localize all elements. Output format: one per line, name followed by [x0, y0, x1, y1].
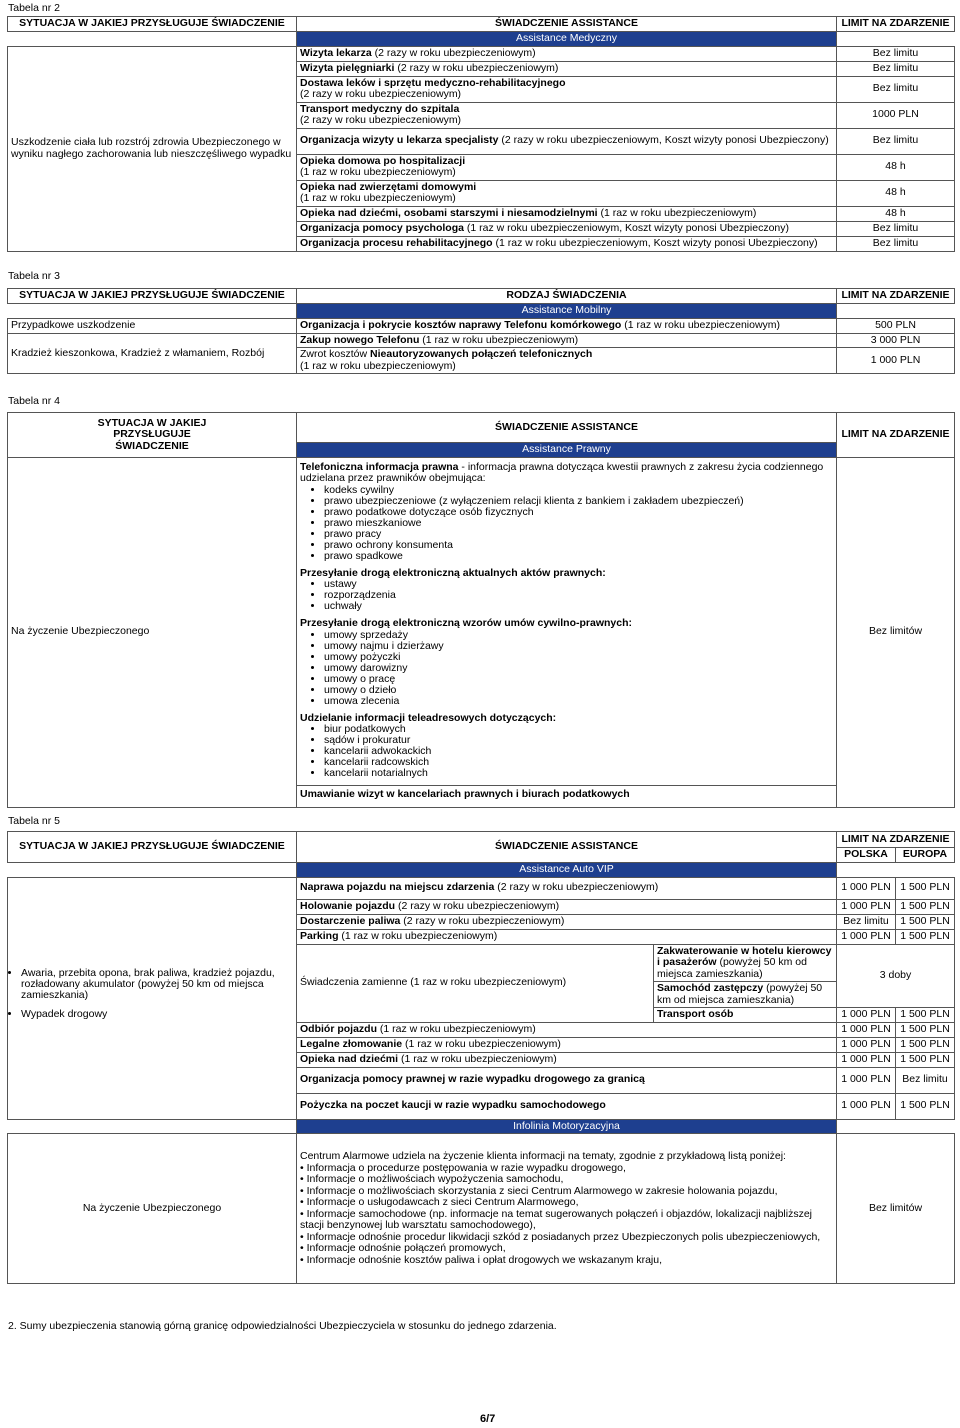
table2-benefit-row: Organizacja procesu rehabilitacyjnego (1 raz w roku ubezpieczeniowym, Koszt wizyty ponosi Ubezpieczony): [297, 236, 837, 251]
table5-header-limit: LIMIT NA ZDARZENIE: [837, 832, 955, 848]
contract-templates-group: Przesyłanie drogą elektroniczną wzorów umów cywilno-prawnych: • umowy sprzedaży • umowy najmu i dzierżawy • umowy pożyczki • umowy darowizny • umowy o pracę • umowy o dzieło • umowa zlecenia: [300, 618, 833, 707]
footnote: 2. Sumy ubezpieczenia stanowią górną granicę odpowiedzialności Ubezpieczyciela w stosunku do jednego zdarzenia.: [8, 1320, 557, 1332]
list-item: • umowy najmu i dzierżawy: [324, 641, 833, 652]
table2-band: Assistance Medyczny: [297, 32, 837, 47]
list-item: • umowy o pracę: [324, 674, 833, 685]
table2-benefit-row: Opieka nad zwierzętami domowymi (1 raz w roku ubezpieczeniowym): [297, 180, 837, 206]
table5-pl-8: 1 000 PLN: [837, 1052, 896, 1067]
table5-benefit-9: Organizacja pomocy prawnej w razie wypadku drogowego za granicą: [297, 1067, 837, 1093]
table2: [7, 16, 955, 252]
table5-eu-8: 1 500 PLN: [896, 1052, 955, 1067]
table5-pl-3: Bez limitu: [837, 914, 896, 929]
table2-benefit-row: Organizacja wizyty u lekarza specjalisty (2 razy w roku ubezpieczeniowym, Koszt wizyty ponosi Ubezpieczony): [297, 128, 837, 154]
list-item: • prawo mieszkaniowe: [324, 518, 833, 529]
appointment-booking: Umawianie wizyt w kancelariach prawnych i biurach podatkowych: [297, 785, 836, 801]
info-item: • Informacja o procedurze postępowania w razie wypadku drogowego,: [300, 1161, 626, 1174]
table5-benefit-3: Dostarczenie paliwa (2 razy w roku ubezpieczeniowym): [297, 914, 837, 929]
list-item: • umowa zlecenia: [324, 696, 833, 707]
list-item: • sądów i prokuratur: [324, 735, 833, 746]
info-item: • Informacje o usługodawcach z sieci Centrum Alarmowego,: [300, 1196, 579, 1208]
table2-limit-row: 1000 PLN: [837, 102, 955, 128]
bullet-icon: •: [300, 1230, 307, 1243]
table5-pl-4: 1 000 PLN: [837, 929, 896, 944]
table5-eu-7: 1 500 PLN: [896, 1037, 955, 1052]
table3-limit-3: 1 000 PLN: [837, 348, 955, 374]
table5-pl-2: 1 000 PLN: [837, 899, 896, 914]
list-item: • umowy sprzedaży: [324, 630, 833, 641]
bullet-icon: •: [300, 1242, 307, 1254]
list-item: • prawo podatkowe dotyczące osób fizycznych: [324, 507, 833, 518]
info-item: • Informacje odnośnie procedur likwidacji szkód z posiadanych przez Ubezpieczonych polis ubezpieczeniowych,: [300, 1230, 821, 1243]
info-item: • Informacje odnośnie połączeń promowych,: [300, 1242, 506, 1254]
list-item: • kancelarii radcowskich: [324, 757, 833, 768]
table2-header-benefit: ŚWIADCZENIE ASSISTANCE: [297, 17, 837, 32]
bullet-icon: •: [300, 1253, 307, 1266]
table5-benefit-2: Holowanie pojazdu (2 razy w roku ubezpieczeniowym): [297, 899, 837, 914]
table5-eu-3: 1 500 PLN: [896, 914, 955, 929]
table5-benefit-10: Pożyczka na poczet kaucji w razie wypadku samochodowego: [297, 1093, 837, 1119]
table4-limit: Bez limitów: [837, 457, 955, 807]
table5-benefit-8: Opieka nad dziećmi (1 raz w roku ubezpieczeniowym): [297, 1052, 837, 1067]
table2-benefit-row: Opieka domowa po hospitalizacji (1 raz w roku ubezpieczeniowym): [297, 154, 837, 180]
table3-limit-2: 3 000 PLN: [837, 333, 955, 348]
table3-benefit-3: Zwrot kosztów Nieautoryzowanych połączeń telefonicznych (1 raz w roku ubezpieczeniowym): [297, 348, 837, 374]
table5-situation: [8, 877, 297, 1119]
info-item: • Informacje o możliwościach wypożyczenia samochodu,: [300, 1173, 564, 1185]
table2-benefit-row: Dostawa leków i sprzętu medyczno-rehabilitacyjnego (2 razy w roku ubezpieczeniowym): [297, 76, 837, 102]
table3-limit-1: 500 PLN: [837, 318, 955, 333]
info-item: • Informacje o możliwościach skorzystania z sieci Centrum Alarmowego w zakresie holowania pojazdu,: [300, 1184, 778, 1197]
legal-acts-group: Przesyłanie drogą elektroniczną aktualnych aktów prawnych: • ustawy • rozporządzenia • uchwały: [300, 568, 833, 613]
bullet-icon: •: [300, 1207, 307, 1220]
list-item: • prawo ochrony konsumenta: [324, 540, 833, 551]
table3-header-benefit: RODZAJ ŚWIADCZENIA: [297, 289, 837, 304]
table5-info-list: [300, 1163, 833, 1267]
bullet-icon: •: [300, 1161, 307, 1174]
legal-phone-info: Telefoniczna informacja prawna - informacja prawna dotycząca kwestii prawnych z zakresu życia codziennego udzielana przez prawników obejmująca: • kodeks cywilny • prawo ubezpieczeniowe (z wyłączeniem relacji klienta z bankiem i zakładem ubezpieczeń) • prawo podatkowe dotyczące osób fizycznych • prawo mieszkaniowe • prawo pracy • prawo ochrony konsumenta • prawo spadkowe: [300, 462, 833, 562]
table5-info-content: [297, 1134, 837, 1284]
table5-pl-7: 1 000 PLN: [837, 1037, 896, 1052]
list-item: • biur podatkowych: [324, 724, 833, 735]
table2-benefit-row: Opieka nad dziećmi, osobami starszymi i niesamodzielnymi (1 raz w roku ubezpieczeniowym): [297, 206, 837, 221]
table3-caption: Tabela nr 3: [8, 270, 60, 282]
table4-header-benefit: ŚWIADCZENIE ASSISTANCE: [297, 413, 837, 443]
table2-caption: Tabela nr 2: [8, 2, 60, 14]
table5-pl-9: 1 000 PLN: [837, 1067, 896, 1093]
table2-situation: Uszkodzenie ciała lub rozstrój zdrowia Ubezpieczonego w wyniku nagłego zachorowania lub nieszczęśliwego wypadku: [8, 46, 297, 251]
table5-info-situation: Na życzenie Ubezpieczonego: [8, 1134, 297, 1284]
contact-info-group: Udzielanie informacji teleadresowych dotyczących: • biur podatkowych • sądów i prokuratur • kancelarii adwokackich • kancelarii radcowskich • kancelarii notarialnych: [300, 713, 833, 780]
table5: [7, 831, 955, 1284]
table3-header-situation: SYTUACJA W JAKIEJ PRZYSŁUGUJE ŚWIADCZENIE: [8, 289, 297, 304]
table5-limit-5: 3 doby: [837, 944, 955, 1008]
table3-benefit-2: Zakup nowego Telefonu (1 raz w roku ubezpieczeniowym): [297, 333, 837, 348]
bullet-icon: •: [300, 1173, 307, 1185]
table2-header-situation: SYTUACJA W JAKIEJ PRZYSŁUGUJE ŚWIADCZENIE: [8, 17, 297, 32]
table2-benefit-row: Organizacja pomocy psychologa (1 raz w roku ubezpieczeniowym, Koszt wizyty ponosi Ubezpieczony): [297, 221, 837, 236]
table3-situation-1: Przypadkowe uszkodzenie: [8, 318, 297, 333]
table5-header-situation: SYTUACJA W JAKIEJ PRZYSŁUGUJE ŚWIADCZENIE: [8, 832, 297, 863]
table5-sub-replacement-car: Samochód zastępczy (powyżej 50 km od miejsca zamieszkania): [654, 982, 837, 1008]
list-item: • prawo ubezpieczeniowe (z wyłączeniem relacji klienta z bankiem i zakładem ubezpieczeń): [324, 496, 833, 507]
table4-caption: Tabela nr 4: [8, 395, 60, 407]
legal-acts-list: [300, 579, 833, 612]
list-item: • kancelarii notarialnych: [324, 768, 833, 779]
table3-benefit-1: Organizacja i pokrycie kosztów naprawy Telefonu komórkowego (1 raz w roku ubezpieczeniowym): [297, 318, 837, 333]
list-item: • umowy darowizny: [324, 663, 833, 674]
table5-pl-6: 1 000 PLN: [837, 1022, 896, 1037]
legal-areas-list: [300, 485, 833, 562]
table5-pl-10: 1 000 PLN: [837, 1093, 896, 1119]
table2-limit-row: Bez limitu: [837, 236, 955, 251]
table5-pl-1: 1 000 PLN: [837, 877, 896, 899]
table2-limit-row: Bez limitu: [837, 76, 955, 102]
table2-limit-row: Bez limitu: [837, 221, 955, 236]
table5-eu-2: 1 500 PLN: [896, 899, 955, 914]
table4-benefit-content: [297, 457, 837, 807]
table5-eu-transport: 1 500 PLN: [896, 1008, 955, 1023]
bullet-icon: •: [300, 1184, 307, 1197]
table5-eu-9: Bez limitu: [896, 1067, 955, 1093]
table5-band-infoline: Infolinia Motoryzacyjna: [297, 1119, 837, 1134]
table2-limit-row: Bez limitu: [837, 46, 955, 61]
table5-eu-6: 1 500 PLN: [896, 1022, 955, 1037]
table3-header-limit: LIMIT NA ZDARZENIE: [837, 289, 955, 304]
table5-caption: Tabela nr 5: [8, 815, 60, 827]
table2-benefit-row: Wizyta lekarza (2 razy w roku ubezpieczeniowym): [297, 46, 837, 61]
contact-info-list: [300, 724, 833, 779]
list-item: • uchwały: [324, 601, 833, 612]
table2-limit-row: 48 h: [837, 154, 955, 180]
list-item: • kodeks cywilny: [324, 485, 833, 496]
list-item: • umowy pożyczki: [324, 652, 833, 663]
table2-header-limit: LIMIT NA ZDARZENIE: [837, 17, 955, 32]
table3-band: Assistance Mobilny: [297, 304, 837, 319]
table5-header-europe: EUROPA: [896, 848, 955, 863]
table5-band: Assistance Auto VIP: [297, 863, 837, 878]
table5-benefit-6: Odbiór pojazdu (1 raz w roku ubezpieczeniowym): [297, 1022, 837, 1037]
table4-header-limit: LIMIT NA ZDARZENIE: [837, 413, 955, 458]
table5-info-limit: Bez limitów: [837, 1134, 955, 1284]
table5-benefit-5: Świadczenia zamienne (1 raz w roku ubezpieczeniowym): [297, 944, 654, 1022]
table5-benefit-7: Legalne złomowanie (1 raz w roku ubezpieczeniowym): [297, 1037, 837, 1052]
table5-benefit-1: Naprawa pojazdu na miejscu zdarzenia (2 razy w roku ubezpieczeniowym): [297, 877, 837, 899]
table2-limit-row: Bez limitu: [837, 61, 955, 76]
table4-situation: Na życzenie Ubezpieczonego: [8, 457, 297, 807]
page-number: 6/7: [480, 1413, 496, 1425]
table5-sub-hotel: Zakwaterowanie w hotelu kierowcy i pasażerów (powyżej 50 km od miejsca zamieszkania): [654, 944, 837, 982]
table5-info-intro: Centrum Alarmowe udziela na życzenie klienta informacji na tematy, zgodnie z przykładową listą poniżej:: [300, 1150, 786, 1162]
table3: [7, 288, 955, 374]
table2-benefit-row: Transport medyczny do szpitala (2 razy w roku ubezpieczeniowym): [297, 102, 837, 128]
table5-situation-list: [11, 968, 293, 1020]
table5-header-benefit: ŚWIADCZENIE ASSISTANCE: [297, 832, 837, 863]
table2-benefit-row: Wizyta pielęgniarki (2 razy w roku ubezpieczeniowym): [297, 61, 837, 76]
table5-eu-10: 1 500 PLN: [896, 1093, 955, 1119]
list-item: • ustawy: [324, 579, 833, 590]
table4: [7, 412, 955, 808]
list-item: • umowy o dzieło: [324, 685, 833, 696]
info-item: • Informacje odnośnie kosztów paliwa i opłat drogowych we wskazanym kraju,: [300, 1253, 663, 1266]
table2-limit-row: Bez limitu: [837, 128, 955, 154]
bullet-icon: •: [300, 1196, 307, 1208]
table4-band: Assistance Prawny: [297, 443, 837, 458]
table3-situation-2: Kradzież kieszonkowa, Kradzież z włamaniem, Rozbój: [8, 333, 297, 374]
table5-pl-transport: 1 000 PLN: [837, 1008, 896, 1023]
list-item: • prawo pracy: [324, 529, 833, 540]
info-item: • Informacje samochodowe (np. informacje na temat sugerowanych połączeń i objazdów, lokalizacji najbliższej stacji benzynowej lub warsztatu samochodowego),: [300, 1207, 813, 1231]
table5-eu-4: 1 500 PLN: [896, 929, 955, 944]
table5-header-poland: POLSKA: [837, 848, 896, 863]
table5-sub-transport: Transport osób: [654, 1008, 837, 1023]
table5-benefit-4: Parking (1 raz w roku ubezpieczeniowym): [297, 929, 837, 944]
table4-header-situation: SYTUACJA W JAKIEJ PRZYSŁUGUJE ŚWIADCZENIE: [8, 413, 297, 458]
table2-limit-row: 48 h: [837, 206, 955, 221]
table5-eu-1: 1 500 PLN: [896, 877, 955, 899]
list-item: • kancelarii adwokackich: [324, 746, 833, 757]
situation-item: • Wypadek drogowy: [21, 1009, 293, 1020]
list-item: • rozporządzenia: [324, 590, 833, 601]
situation-item: • Awaria, przebita opona, brak paliwa, kradzież pojazdu, rozładowany akumulator (powyżej 50 km od miejsca zamieszkania): [21, 968, 293, 1001]
table2-limit-row: 48 h: [837, 180, 955, 206]
contract-templates-list: [300, 630, 833, 707]
list-item: • prawo spadkowe: [324, 551, 833, 562]
